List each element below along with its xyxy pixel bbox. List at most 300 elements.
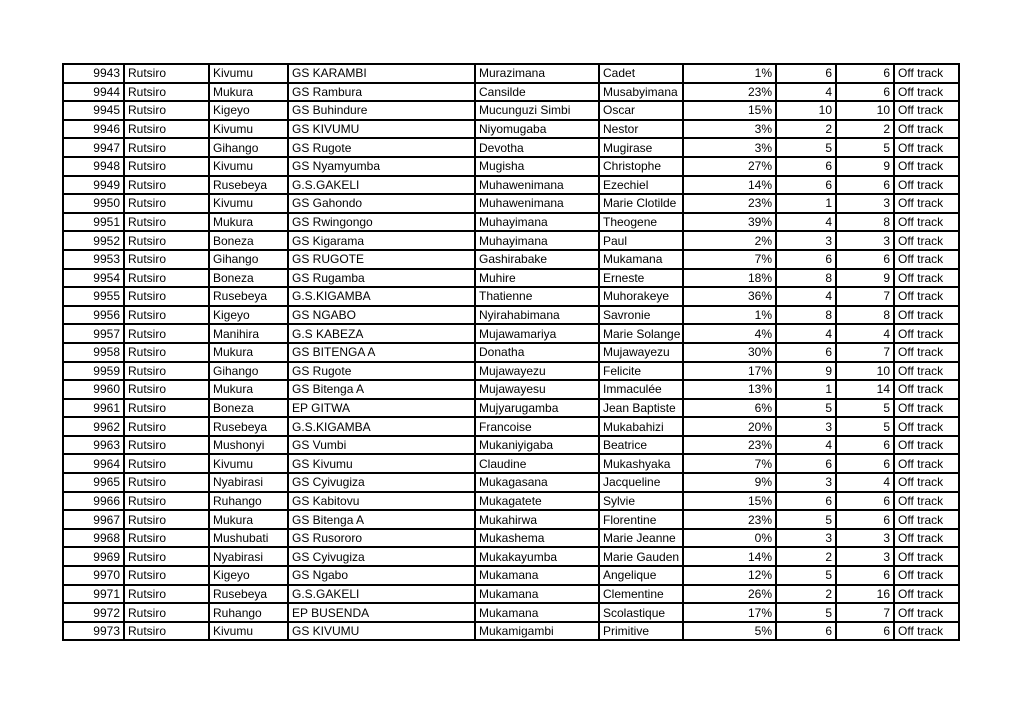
cell-value-1: 1: [776, 380, 836, 399]
cell-value-1: 2: [776, 547, 836, 566]
cell-value-2: 6: [836, 64, 894, 83]
cell-name-b: Scolastique: [599, 603, 683, 622]
cell-sector: Rusebeya: [209, 585, 288, 604]
cell-value-2: 3: [836, 231, 894, 250]
cell-district: Rutsiro: [124, 120, 209, 139]
cell-name-b: Mugirase: [599, 138, 683, 157]
table-row: [63, 566, 959, 585]
cell-school: GS Vumbi: [288, 436, 475, 455]
cell-sector: Nyabirasi: [209, 473, 288, 492]
table-row: [63, 473, 959, 492]
cell-district: Rutsiro: [124, 362, 209, 381]
cell-district: Rutsiro: [124, 64, 209, 83]
cell-row-id: 9958: [63, 343, 124, 362]
table-row: [63, 231, 959, 250]
cell-sector: Mukura: [209, 213, 288, 232]
cell-row-id: 9944: [63, 83, 124, 102]
cell-district: Rutsiro: [124, 213, 209, 232]
table-row: [63, 510, 959, 529]
table-row: [63, 454, 959, 473]
cell-value-1: 8: [776, 269, 836, 288]
cell-district: Rutsiro: [124, 83, 209, 102]
cell-district: Rutsiro: [124, 306, 209, 325]
cell-school: GS Bitenga A: [288, 380, 475, 399]
cell-status: Off track: [894, 399, 959, 418]
cell-status: Off track: [894, 436, 959, 455]
cell-name-b: Mukashyaka: [599, 454, 683, 473]
cell-name-a: Cansilde: [475, 83, 599, 102]
cell-school: GS Rugote: [288, 138, 475, 157]
cell-percent: 23%: [683, 194, 776, 213]
cell-district: Rutsiro: [124, 510, 209, 529]
cell-school: GS Kivumu: [288, 454, 475, 473]
cell-value-2: 8: [836, 213, 894, 232]
cell-school: GS RUGOTE: [288, 250, 475, 269]
cell-status: Off track: [894, 138, 959, 157]
cell-name-b: Ezechiel: [599, 176, 683, 195]
table-row: [63, 585, 959, 604]
cell-name-b: Immaculée: [599, 380, 683, 399]
cell-percent: 4%: [683, 324, 776, 343]
cell-name-a: Muhawenimana: [475, 176, 599, 195]
cell-sector: Manihira: [209, 324, 288, 343]
cell-sector: Mukura: [209, 83, 288, 102]
cell-district: Rutsiro: [124, 454, 209, 473]
cell-district: Rutsiro: [124, 603, 209, 622]
cell-district: Rutsiro: [124, 585, 209, 604]
cell-row-id: 9953: [63, 250, 124, 269]
cell-row-id: 9972: [63, 603, 124, 622]
cell-name-a: Mukamana: [475, 585, 599, 604]
cell-district: Rutsiro: [124, 529, 209, 548]
cell-value-2: 5: [836, 417, 894, 436]
cell-name-b: Jean Baptiste: [599, 399, 683, 418]
cell-sector: Gihango: [209, 250, 288, 269]
cell-school: GS Ngabo: [288, 566, 475, 585]
table-body: [63, 64, 959, 640]
table-row: [63, 101, 959, 120]
cell-value-2: 9: [836, 269, 894, 288]
cell-status: Off track: [894, 176, 959, 195]
table-row: [63, 138, 959, 157]
cell-sector: Kigeyo: [209, 566, 288, 585]
table-row: [63, 157, 959, 176]
cell-status: Off track: [894, 566, 959, 585]
cell-name-a: Mukamana: [475, 603, 599, 622]
cell-row-id: 9956: [63, 306, 124, 325]
cell-row-id: 9949: [63, 176, 124, 195]
cell-percent: 7%: [683, 454, 776, 473]
table-row: [63, 120, 959, 139]
cell-sector: Nyabirasi: [209, 547, 288, 566]
cell-name-a: Muhawenimana: [475, 194, 599, 213]
cell-percent: 12%: [683, 566, 776, 585]
cell-value-1: 4: [776, 324, 836, 343]
cell-row-id: 9946: [63, 120, 124, 139]
cell-name-a: Mukagatete: [475, 492, 599, 511]
cell-value-2: 10: [836, 362, 894, 381]
cell-percent: 7%: [683, 250, 776, 269]
cell-status: Off track: [894, 454, 959, 473]
cell-name-a: Murazimana: [475, 64, 599, 83]
cell-value-1: 10: [776, 101, 836, 120]
cell-value-2: 6: [836, 83, 894, 102]
table-row: [63, 83, 959, 102]
cell-school: GS Cyivugiza: [288, 473, 475, 492]
cell-value-2: 9: [836, 157, 894, 176]
cell-name-a: Niyomugaba: [475, 120, 599, 139]
table-row: [63, 306, 959, 325]
cell-name-b: Marie Jeanne: [599, 529, 683, 548]
cell-name-a: Claudine: [475, 454, 599, 473]
cell-value-1: 8: [776, 306, 836, 325]
table-row: [63, 492, 959, 511]
cell-status: Off track: [894, 529, 959, 548]
cell-sector: Rusebeya: [209, 176, 288, 195]
cell-value-2: 6: [836, 250, 894, 269]
cell-name-b: Muhorakeye: [599, 287, 683, 306]
cell-value-1: 6: [776, 64, 836, 83]
cell-name-b: Marie Gauden: [599, 547, 683, 566]
cell-district: Rutsiro: [124, 473, 209, 492]
cell-value-1: 5: [776, 138, 836, 157]
cell-name-b: Marie Solange: [599, 324, 683, 343]
cell-sector: Gihango: [209, 362, 288, 381]
cell-status: Off track: [894, 64, 959, 83]
cell-value-2: 7: [836, 343, 894, 362]
cell-value-1: 5: [776, 510, 836, 529]
cell-name-b: Nestor: [599, 120, 683, 139]
cell-percent: 3%: [683, 120, 776, 139]
cell-sector: Rusebeya: [209, 417, 288, 436]
cell-name-b: Erneste: [599, 269, 683, 288]
cell-row-id: 9971: [63, 585, 124, 604]
cell-status: Off track: [894, 417, 959, 436]
cell-name-a: Mugisha: [475, 157, 599, 176]
cell-row-id: 9943: [63, 64, 124, 83]
cell-status: Off track: [894, 362, 959, 381]
cell-row-id: 9973: [63, 622, 124, 641]
cell-school: GS Buhindure: [288, 101, 475, 120]
cell-name-b: Paul: [599, 231, 683, 250]
cell-sector: Kivumu: [209, 157, 288, 176]
table-row: [63, 269, 959, 288]
cell-name-b: Beatrice: [599, 436, 683, 455]
cell-value-2: 16: [836, 585, 894, 604]
cell-value-2: 6: [836, 436, 894, 455]
cell-row-id: 9966: [63, 492, 124, 511]
cell-name-b: Savronie: [599, 306, 683, 325]
cell-name-b: Christophe: [599, 157, 683, 176]
cell-percent: 14%: [683, 547, 776, 566]
cell-value-1: 2: [776, 120, 836, 139]
cell-percent: 9%: [683, 473, 776, 492]
cell-percent: 23%: [683, 510, 776, 529]
cell-district: Rutsiro: [124, 287, 209, 306]
cell-row-id: 9970: [63, 566, 124, 585]
cell-district: Rutsiro: [124, 194, 209, 213]
cell-row-id: 9951: [63, 213, 124, 232]
cell-district: Rutsiro: [124, 269, 209, 288]
cell-district: Rutsiro: [124, 343, 209, 362]
cell-sector: Ruhango: [209, 603, 288, 622]
cell-school: G.S.KIGAMBA: [288, 417, 475, 436]
cell-value-1: 5: [776, 603, 836, 622]
cell-value-2: 7: [836, 603, 894, 622]
cell-name-b: Sylvie: [599, 492, 683, 511]
table-row: [63, 287, 959, 306]
cell-name-a: Mujawayesu: [475, 380, 599, 399]
cell-district: Rutsiro: [124, 492, 209, 511]
cell-district: Rutsiro: [124, 547, 209, 566]
cell-sector: Boneza: [209, 399, 288, 418]
cell-percent: 20%: [683, 417, 776, 436]
cell-name-a: Mukashema: [475, 529, 599, 548]
cell-district: Rutsiro: [124, 436, 209, 455]
cell-percent: 15%: [683, 101, 776, 120]
cell-sector: Mukura: [209, 380, 288, 399]
cell-school: GS Rusororo: [288, 529, 475, 548]
cell-row-id: 9965: [63, 473, 124, 492]
cell-district: Rutsiro: [124, 380, 209, 399]
cell-row-id: 9950: [63, 194, 124, 213]
cell-value-2: 6: [836, 454, 894, 473]
cell-status: Off track: [894, 603, 959, 622]
cell-value-2: 10: [836, 101, 894, 120]
cell-name-b: Theogene: [599, 213, 683, 232]
cell-status: Off track: [894, 120, 959, 139]
cell-district: Rutsiro: [124, 176, 209, 195]
cell-district: Rutsiro: [124, 417, 209, 436]
cell-name-a: Muhayimana: [475, 213, 599, 232]
cell-value-2: 6: [836, 176, 894, 195]
cell-row-id: 9945: [63, 101, 124, 120]
cell-value-2: 6: [836, 510, 894, 529]
cell-name-a: Mukamana: [475, 566, 599, 585]
cell-sector: Kivumu: [209, 120, 288, 139]
cell-value-2: 3: [836, 529, 894, 548]
cell-sector: Kivumu: [209, 454, 288, 473]
table-row: [63, 380, 959, 399]
cell-name-a: Mujyarugamba: [475, 399, 599, 418]
cell-value-1: 6: [776, 250, 836, 269]
cell-sector: Mukura: [209, 343, 288, 362]
cell-name-b: Mujawayezu: [599, 343, 683, 362]
cell-school: GS Nyamyumba: [288, 157, 475, 176]
cell-value-2: 4: [836, 473, 894, 492]
cell-status: Off track: [894, 547, 959, 566]
table-row: [63, 547, 959, 566]
cell-sector: Mushubati: [209, 529, 288, 548]
cell-school: GS Bitenga A: [288, 510, 475, 529]
cell-school: GS KIVUMU: [288, 622, 475, 641]
cell-name-b: Jacqueline: [599, 473, 683, 492]
cell-status: Off track: [894, 343, 959, 362]
cell-sector: Kivumu: [209, 64, 288, 83]
cell-percent: 27%: [683, 157, 776, 176]
cell-row-id: 9957: [63, 324, 124, 343]
cell-value-1: 6: [776, 492, 836, 511]
cell-status: Off track: [894, 492, 959, 511]
cell-name-b: Oscar: [599, 101, 683, 120]
cell-percent: 30%: [683, 343, 776, 362]
cell-status: Off track: [894, 380, 959, 399]
cell-percent: 1%: [683, 306, 776, 325]
cell-percent: 13%: [683, 380, 776, 399]
cell-sector: Ruhango: [209, 492, 288, 511]
cell-value-2: 5: [836, 138, 894, 157]
cell-school: GS BITENGA A: [288, 343, 475, 362]
cell-status: Off track: [894, 269, 959, 288]
table-row: [63, 399, 959, 418]
cell-sector: Kigeyo: [209, 306, 288, 325]
cell-name-a: Mujawamariya: [475, 324, 599, 343]
cell-name-a: Mukakayumba: [475, 547, 599, 566]
cell-sector: Kivumu: [209, 622, 288, 641]
cell-status: Off track: [894, 157, 959, 176]
cell-name-a: Muhire: [475, 269, 599, 288]
cell-status: Off track: [894, 510, 959, 529]
cell-school: GS KIVUMU: [288, 120, 475, 139]
cell-school: GS Rugote: [288, 362, 475, 381]
cell-percent: 6%: [683, 399, 776, 418]
cell-status: Off track: [894, 250, 959, 269]
cell-value-1: 6: [776, 454, 836, 473]
table-row: [63, 436, 959, 455]
cell-percent: 23%: [683, 83, 776, 102]
cell-value-1: 3: [776, 473, 836, 492]
cell-status: Off track: [894, 622, 959, 641]
cell-status: Off track: [894, 306, 959, 325]
cell-status: Off track: [894, 473, 959, 492]
cell-status: Off track: [894, 324, 959, 343]
table-row: [63, 362, 959, 381]
cell-school: GS Rambura: [288, 83, 475, 102]
cell-value-2: 5: [836, 399, 894, 418]
cell-sector: Kivumu: [209, 194, 288, 213]
cell-name-b: Clementine: [599, 585, 683, 604]
cell-name-a: Mukaniyigaba: [475, 436, 599, 455]
cell-percent: 39%: [683, 213, 776, 232]
cell-percent: 5%: [683, 622, 776, 641]
cell-value-1: 9: [776, 362, 836, 381]
cell-value-2: 2: [836, 120, 894, 139]
cell-percent: 1%: [683, 64, 776, 83]
cell-value-1: 1: [776, 194, 836, 213]
cell-name-a: Mukahirwa: [475, 510, 599, 529]
cell-row-id: 9947: [63, 138, 124, 157]
cell-value-2: 3: [836, 194, 894, 213]
cell-percent: 26%: [683, 585, 776, 604]
cell-district: Rutsiro: [124, 622, 209, 641]
cell-district: Rutsiro: [124, 566, 209, 585]
cell-school: GS Kigarama: [288, 231, 475, 250]
cell-name-a: Devotha: [475, 138, 599, 157]
cell-sector: Gihango: [209, 138, 288, 157]
cell-percent: 2%: [683, 231, 776, 250]
table-row: [63, 176, 959, 195]
cell-school: G.S KABEZA: [288, 324, 475, 343]
cell-name-a: Donatha: [475, 343, 599, 362]
cell-district: Rutsiro: [124, 250, 209, 269]
table-row: [63, 324, 959, 343]
cell-school: GS Rwingongo: [288, 213, 475, 232]
cell-row-id: 9968: [63, 529, 124, 548]
cell-percent: 14%: [683, 176, 776, 195]
cell-school: GS Rugamba: [288, 269, 475, 288]
table-row: [63, 194, 959, 213]
cell-percent: 36%: [683, 287, 776, 306]
cell-name-a: Francoise: [475, 417, 599, 436]
cell-name-b: Mukamana: [599, 250, 683, 269]
cell-status: Off track: [894, 101, 959, 120]
cell-percent: 0%: [683, 529, 776, 548]
cell-percent: 17%: [683, 362, 776, 381]
cell-status: Off track: [894, 83, 959, 102]
cell-sector: Boneza: [209, 269, 288, 288]
cell-value-1: 6: [776, 157, 836, 176]
cell-name-b: Mukabahizi: [599, 417, 683, 436]
cell-sector: Rusebeya: [209, 287, 288, 306]
cell-value-2: 3: [836, 547, 894, 566]
cell-sector: Kigeyo: [209, 101, 288, 120]
cell-name-a: Mukagasana: [475, 473, 599, 492]
cell-name-a: Mukamigambi: [475, 622, 599, 641]
cell-school: EP BUSENDA: [288, 603, 475, 622]
cell-row-id: 9954: [63, 269, 124, 288]
cell-name-a: Muhayimana: [475, 231, 599, 250]
cell-name-a: Gashirabake: [475, 250, 599, 269]
table-row: [63, 250, 959, 269]
cell-name-b: Angelique: [599, 566, 683, 585]
cell-row-id: 9964: [63, 454, 124, 473]
table-row: [63, 529, 959, 548]
cell-district: Rutsiro: [124, 399, 209, 418]
cell-value-1: 4: [776, 213, 836, 232]
cell-district: Rutsiro: [124, 231, 209, 250]
cell-school: G.S.KIGAMBA: [288, 287, 475, 306]
cell-value-1: 3: [776, 231, 836, 250]
cell-value-2: 7: [836, 287, 894, 306]
table-row: [63, 64, 959, 83]
table-row: [63, 417, 959, 436]
cell-status: Off track: [894, 194, 959, 213]
table-row: [63, 603, 959, 622]
table-row: [63, 343, 959, 362]
cell-row-id: 9960: [63, 380, 124, 399]
cell-row-id: 9959: [63, 362, 124, 381]
cell-school: EP GITWA: [288, 399, 475, 418]
cell-value-1: 6: [776, 622, 836, 641]
cell-status: Off track: [894, 287, 959, 306]
cell-sector: Mukura: [209, 510, 288, 529]
cell-percent: 3%: [683, 138, 776, 157]
cell-row-id: 9962: [63, 417, 124, 436]
cell-percent: 17%: [683, 603, 776, 622]
cell-name-a: Mucunguzi Simbi: [475, 101, 599, 120]
cell-value-1: 5: [776, 399, 836, 418]
cell-name-b: Marie Clotilde: [599, 194, 683, 213]
cell-value-2: 14: [836, 380, 894, 399]
cell-name-b: Felicite: [599, 362, 683, 381]
cell-value-1: 3: [776, 529, 836, 548]
cell-district: Rutsiro: [124, 157, 209, 176]
cell-name-b: Musabyimana: [599, 83, 683, 102]
school-data-table: [62, 63, 960, 641]
cell-school: GS KARAMBI: [288, 64, 475, 83]
cell-district: Rutsiro: [124, 324, 209, 343]
cell-value-1: 6: [776, 176, 836, 195]
